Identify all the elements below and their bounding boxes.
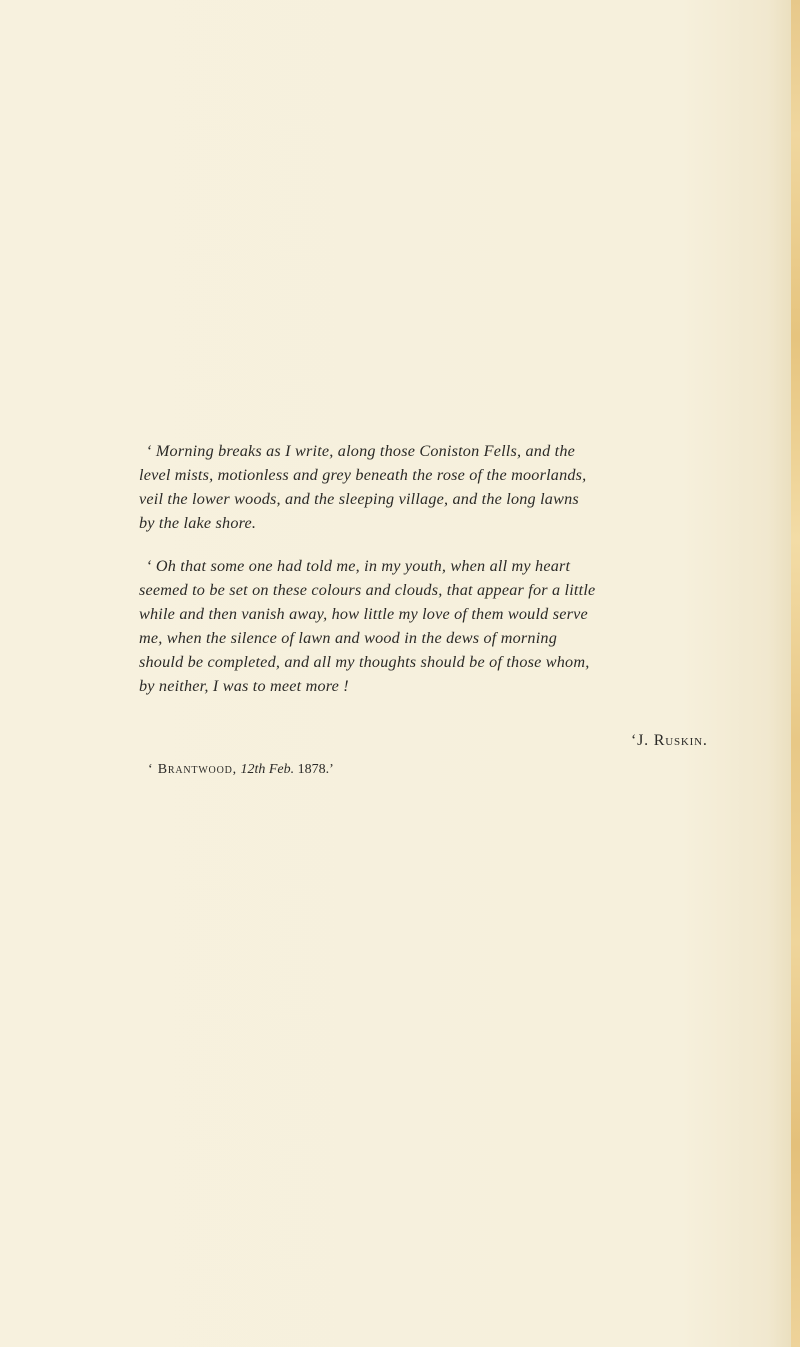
quote-line: should be completed, and all my thoughts should be of those whom, xyxy=(139,653,590,671)
quote-paragraph-2 xyxy=(139,554,763,698)
page-gilt-edge xyxy=(791,0,800,1347)
location-year: 1878.’ xyxy=(297,762,334,777)
quote-line: by neither, I was to meet more ! xyxy=(139,677,349,695)
location-place: ‘ Brantwood, xyxy=(148,762,237,777)
quote-line: ‘ Morning breaks as I write, along those Coniston Fells, and the xyxy=(146,442,576,460)
quote-line: while and then vanish away, how little my love of them would serve xyxy=(139,605,588,623)
quote-line: by the lake shore. xyxy=(139,514,257,532)
quote-line: level mists, motionless and grey beneath the rose of the moorlands, xyxy=(139,466,587,484)
location-date-line xyxy=(148,762,334,778)
ruskin-quote xyxy=(139,439,763,698)
quote-line: me, when the silence of lawn and wood in the dews of morning xyxy=(139,629,557,647)
quote-line: seemed to be set on these colours and clouds, that appear for a little xyxy=(139,581,596,599)
quote-paragraph-1 xyxy=(139,439,763,535)
location-date: 12th Feb. xyxy=(240,762,295,777)
signature: ‘J. Ruskin. xyxy=(631,732,708,749)
quote-line: ‘ Oh that some one had told me, in my youth, when all my heart xyxy=(146,557,571,575)
quote-line: veil the lower woods, and the sleeping village, and the long lawns xyxy=(139,490,579,508)
